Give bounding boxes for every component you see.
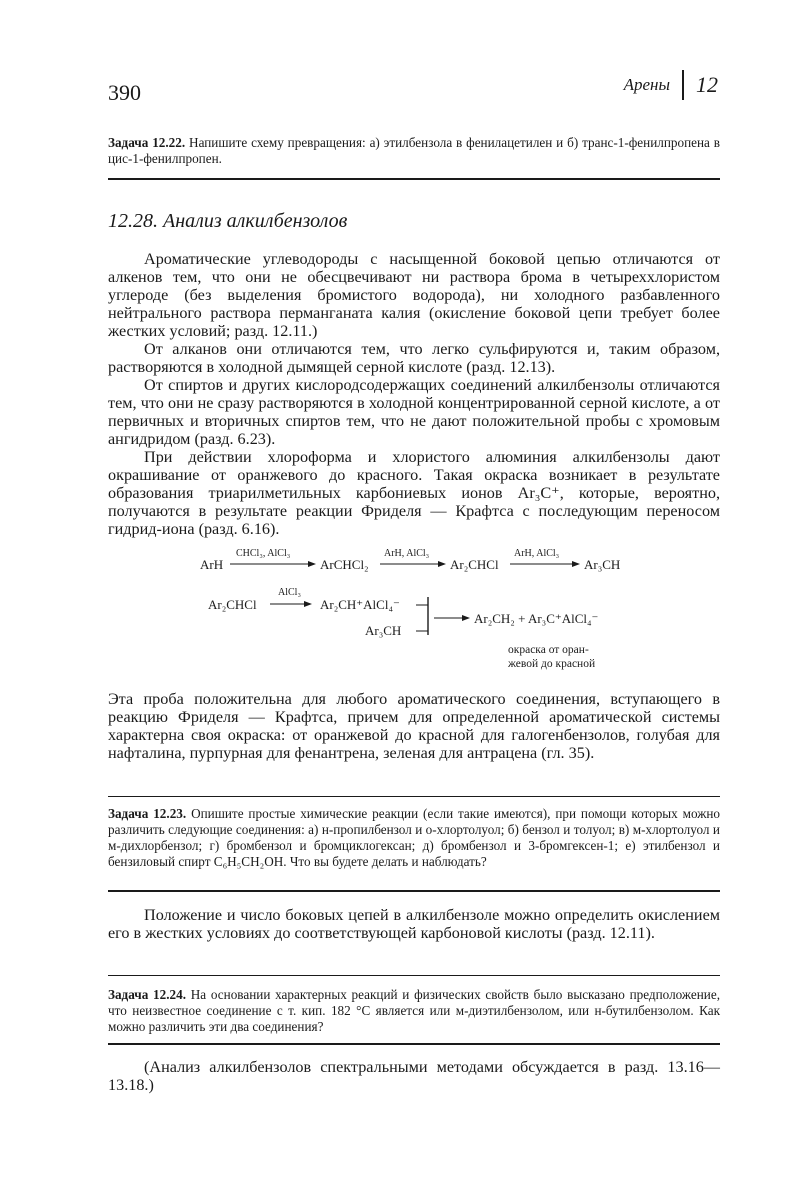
color-note: жевой до красной xyxy=(508,658,596,670)
product: Ar₂CHCl xyxy=(450,557,499,572)
paragraph: Ароматические углеводороды с насыщенной боковой цепью отличаются от алкенов тем, что они не обесцвечивают ни раствора брома в четыреххлористом углероде (без выделения бромистого водорода), ни холодного разбавленного нейтрального раствора перманганата калия (окисление боковой цепи требует более жестких условий; разд. 12.11.) xyxy=(108,250,720,340)
arrow-label: AlCl₃ xyxy=(278,587,301,598)
main-text xyxy=(108,250,720,538)
header-divider xyxy=(682,70,684,100)
divider xyxy=(108,796,720,797)
products: Ar₂CH₂ + Ar₃C⁺AlCl₄⁻ xyxy=(474,611,599,626)
divider xyxy=(108,975,720,976)
task-text: Напишите схему превращения: а) этилбензола в фенилацетилен и б) транс-1-фенилпропена в цис-1-фенилпропен. xyxy=(108,135,720,166)
task-12-23 xyxy=(108,806,720,870)
chapter-number: 12 xyxy=(696,72,718,97)
task-12-22 xyxy=(108,135,720,167)
paragraph: Положение и число боковых цепей в алкилбензоле можно определить окислением его в жестких условиях до соответствующей карбоновой кислоты (разд. 12.11). xyxy=(108,906,720,942)
arrow-label: CHCl₃, AlCl₃ xyxy=(236,548,291,559)
arrowhead xyxy=(572,561,580,567)
task-12-24 xyxy=(108,987,720,1035)
divider xyxy=(108,890,720,892)
section-title: 12.28. Анализ алкилбензолов xyxy=(108,210,348,232)
arrow-label: ArH, AlCl₃ xyxy=(384,548,430,559)
task-text: Опишите простые химические реакции (если такие имеются), при помощи которых можно различить следующие соединения: а) н-пропилбензол и о-хлортолуол; б) бензол и толуол; в) м-хлортолуол и м-дихлорбензол; г) бромбензол и бромциклогексан; д) бромбензол и 3-бромгексен-1; е) этилбензол и бензиловый спирт C₆H₅CH₂OH. Что вы будете делать и наблюдать? xyxy=(108,806,721,869)
final-note: (Анализ алкилбензолов спектральными методами обсуждается в разд. 13.16—13.18.) xyxy=(108,1058,720,1094)
task-text: На основании характерных реакций и физических свойств было высказано предположение, что неизвестное соединение с т. кип. 182 °С является или м-диэтилбензолом, или н-бутилбензолом. Как можно различить эти два соединения? xyxy=(108,987,720,1034)
arrow-label: ArH, AlCl₃ xyxy=(514,548,560,559)
reagent: Ar₂CHCl xyxy=(208,597,257,612)
divider xyxy=(108,178,720,180)
product: ArCHCl₂ xyxy=(320,557,369,572)
divider xyxy=(108,1043,720,1045)
arrowhead xyxy=(308,561,316,567)
arrowhead xyxy=(462,615,470,621)
paragraph: Эта проба положительна для любого ароматического соединения, вступающего в реакцию Фриделя — Крафтса, причем для определенной ароматической системы характерна своя окраска: от оранжевой до красной для галогенбензолов, голубая для нафталина, пурпурная для фенантрена, зеленая для антрацена (гл. 35). xyxy=(108,690,720,762)
task-label: Задача 12.23. xyxy=(108,806,187,821)
task-label: Задача 12.22. xyxy=(108,135,186,150)
arrowhead xyxy=(438,561,446,567)
color-note: окраска от оран- xyxy=(508,644,589,656)
reagent: Ar₃CH xyxy=(365,623,402,638)
paragraph: От алканов они отличаются тем, что легко сульфируются и, таким образом, растворяются в холодной дымящей серной кислоте (разд. 12.13). xyxy=(108,340,720,376)
product: Ar₃CH xyxy=(584,557,621,572)
ion-pair: Ar₂CH⁺AlCl₄⁻ xyxy=(320,597,400,612)
running-title: Арены xyxy=(623,75,670,94)
reagent: ArH xyxy=(200,557,224,572)
paragraph: От спиртов и других кислородсодержащих соединений алкилбензолы отличаются тем, что они не сразу растворяются в холодной концентрированной серной кислоте, а от первичных и вторичных спиртов тем, что не дают положительной пробы с хромовым ангидридом (разд. 6.23). xyxy=(108,376,720,448)
task-label: Задача 12.24. xyxy=(108,987,187,1002)
arrowhead xyxy=(304,601,312,607)
reaction-scheme xyxy=(190,545,660,675)
paragraph: При действии хлороформа и хлористого алюминия алкилбензолы дают окрашивание от оранжевого до красного. Такая окраска возникает в результате образования триарилметильных карбониевых ионов Ar₃C⁺, которые, вероятно, получаются в результате реакции Фриделя — Крафтса с последующим переносом гидрид-иона (разд. 6.16). xyxy=(108,448,720,538)
page-number: 390 xyxy=(108,80,141,105)
running-header xyxy=(624,70,718,100)
